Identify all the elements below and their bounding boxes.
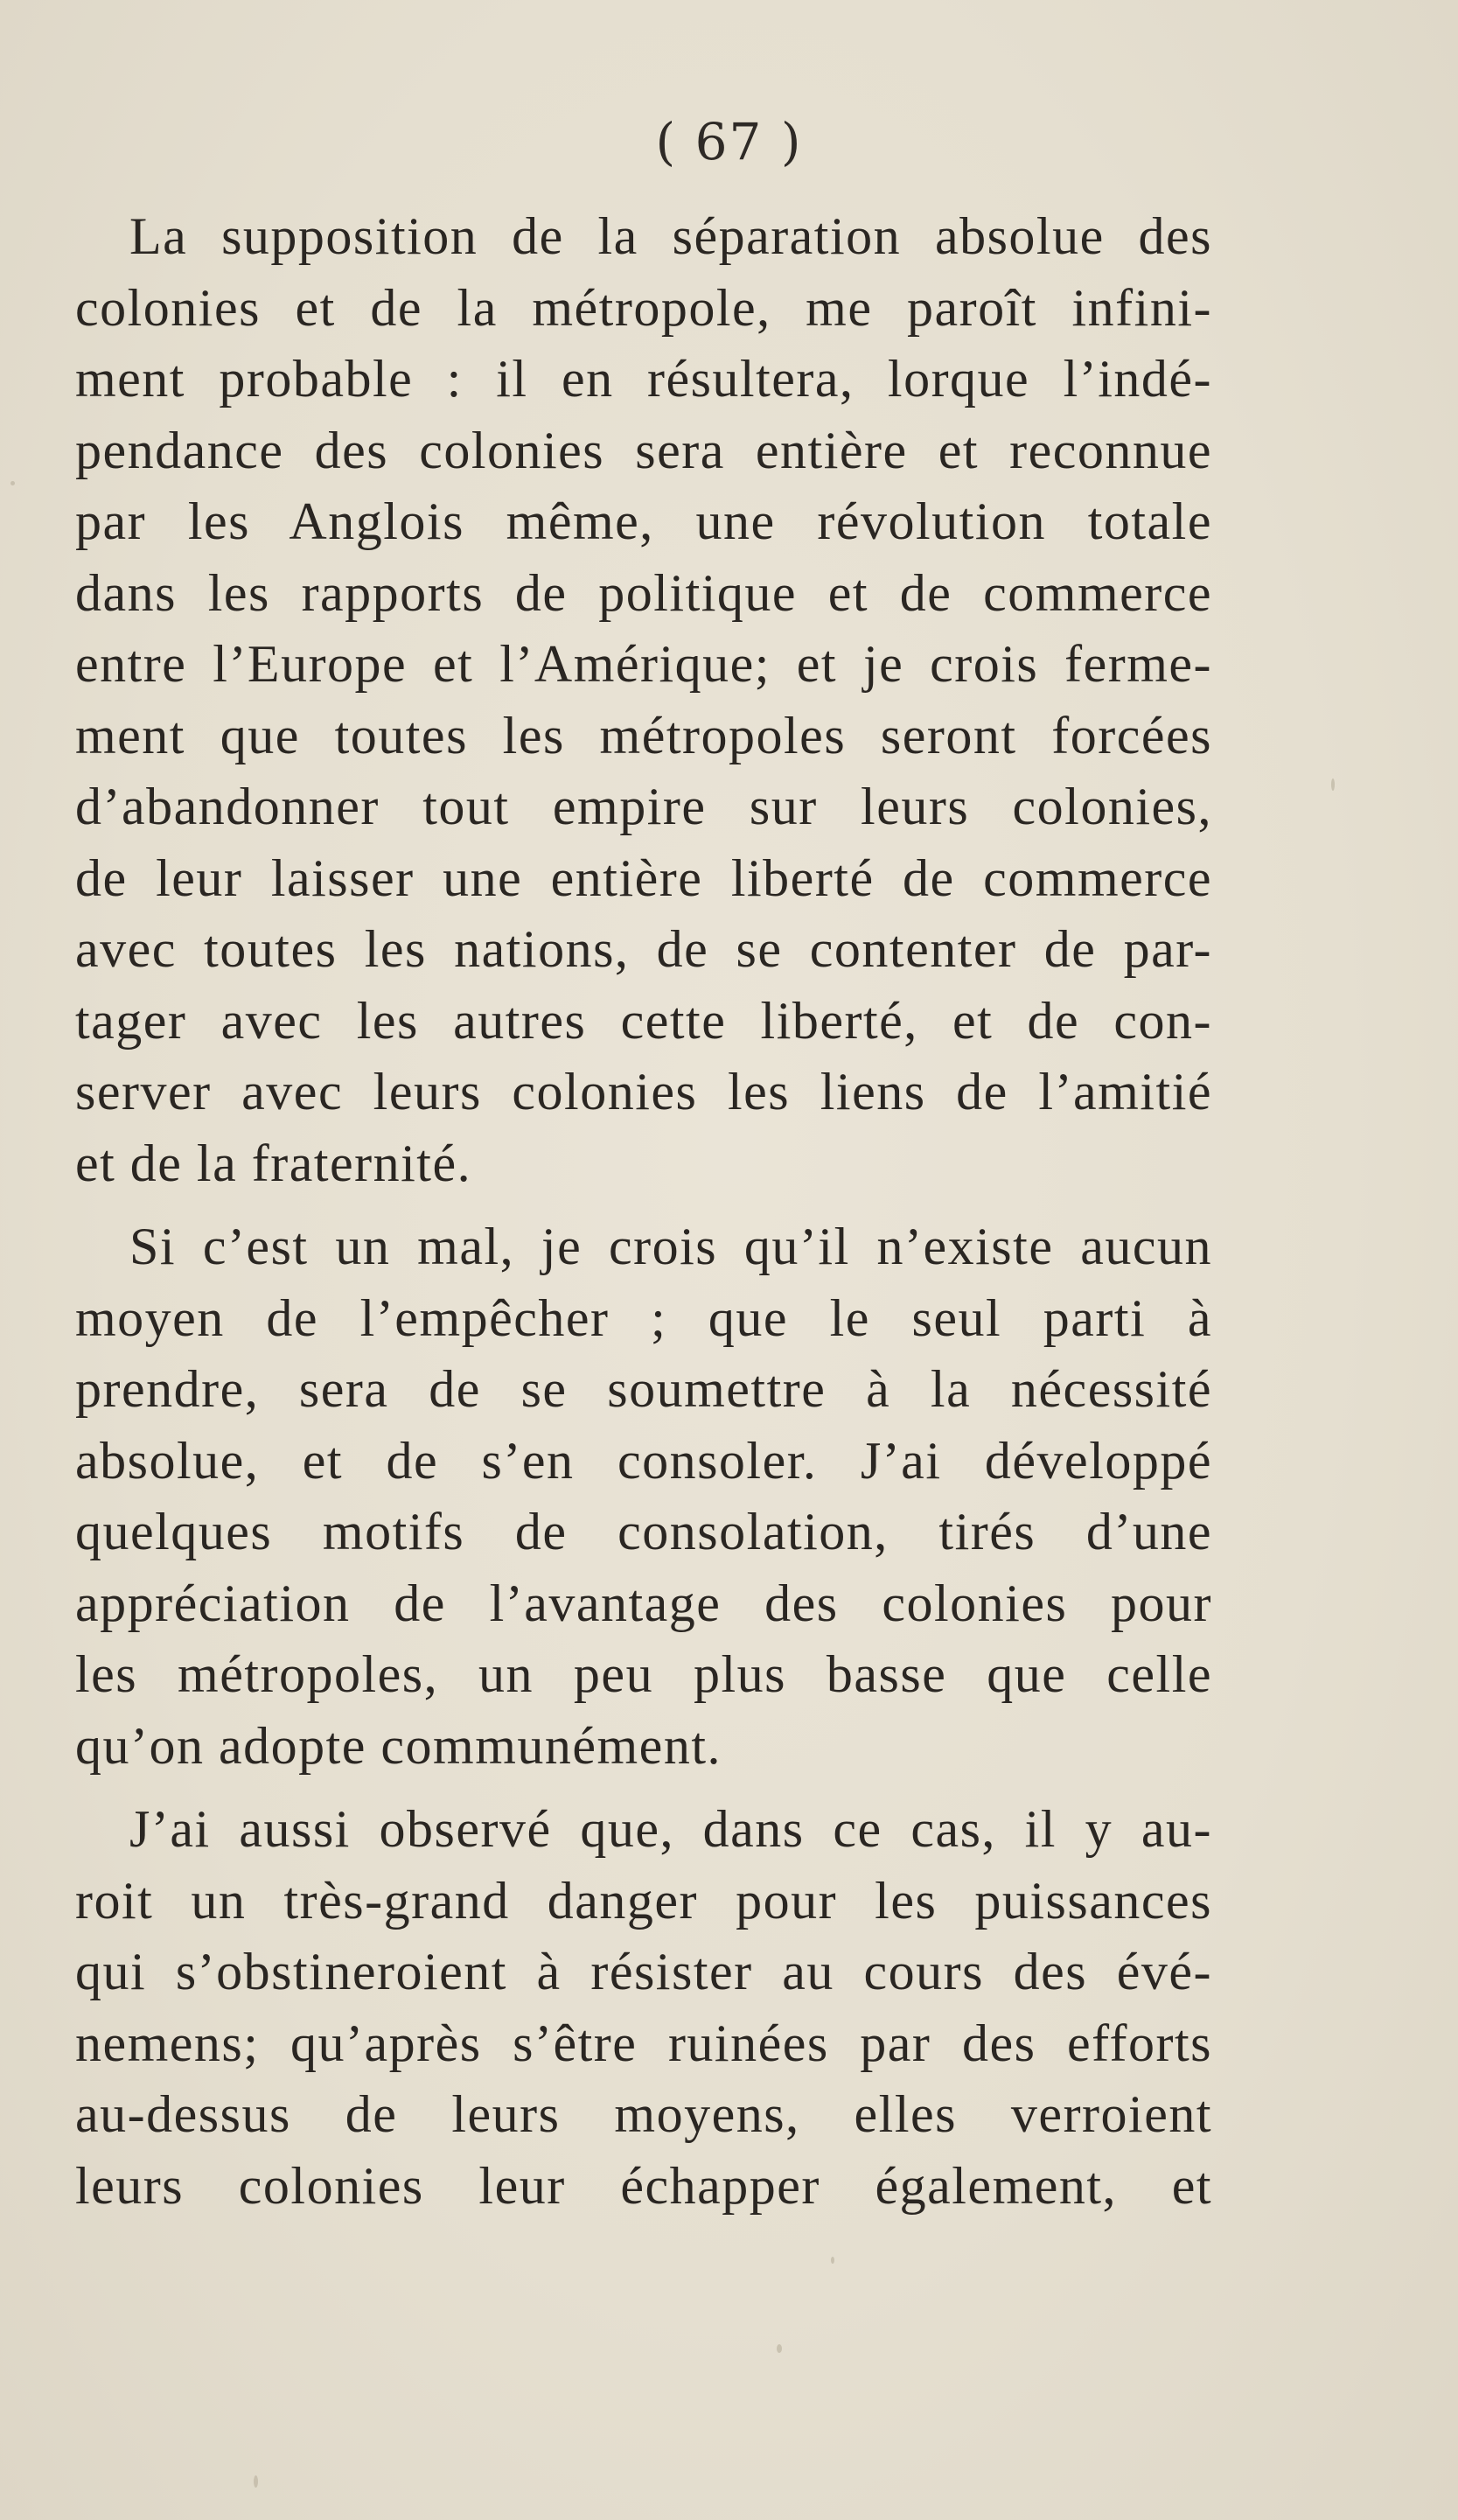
text-line: leurs colonies leur échapper également, et bbox=[75, 2156, 1212, 2215]
text-line: qui s’obstineroient à résister au cours des évé- bbox=[75, 1943, 1212, 2000]
text-line: La supposition de la séparation absolue des bbox=[129, 207, 1212, 265]
paper-speck bbox=[10, 481, 15, 485]
text-line: pendance des colonies sera entière et reconnue bbox=[75, 421, 1212, 479]
page-number: ( 67 ) bbox=[655, 112, 803, 171]
text-line: et de la fraternité. bbox=[75, 1134, 472, 1192]
text-line: les métropoles, un peu plus basse que celle bbox=[75, 1645, 1212, 1703]
text-line: dans les rapports de politique et de commerce bbox=[75, 563, 1212, 622]
paper-speck bbox=[831, 2257, 834, 2264]
text-line: nemens; qu’après s’être ruinées par des efforts bbox=[75, 2014, 1212, 2072]
text-line: moyen de l’empêcher ; que le seul parti à bbox=[75, 1288, 1212, 1347]
text-line: absolue, et de s’en consoler. J’ai développé bbox=[75, 1431, 1212, 1490]
text-line: ment probable : il en résultera, lorque l’indé- bbox=[75, 350, 1212, 408]
text-line: entre l’Europe et l’Amérique; et je crois ferme- bbox=[75, 635, 1212, 693]
text-line: au-dessus de leurs moyens, elles verroient bbox=[75, 2085, 1212, 2143]
text-line: qu’on adopte communément. bbox=[75, 1716, 722, 1775]
body-text bbox=[75, 201, 1212, 2222]
text-line: avec toutes les nations, de se contenter de par- bbox=[75, 920, 1212, 978]
text-line: appréciation de l’avantage des colonies pour bbox=[75, 1574, 1212, 1632]
text-line: tager avec les autres cette liberté, et de con- bbox=[75, 991, 1212, 1050]
text-line: prendre, sera de se soumettre à la nécessité bbox=[75, 1360, 1212, 1418]
text-line: ment que toutes les métropoles seront forcées bbox=[75, 706, 1212, 764]
paper-speck bbox=[777, 2344, 782, 2353]
text-line: d’abandonner tout empire sur leurs colonies, bbox=[75, 778, 1212, 835]
paper-speck bbox=[1331, 778, 1335, 791]
text-line: Si c’est un mal, je crois qu’il n’existe aucun bbox=[129, 1218, 1212, 1275]
paper-speck bbox=[254, 2475, 258, 2488]
text-line: quelques motifs de consolation, tirés d’une bbox=[75, 1503, 1212, 1560]
text-line: J’ai aussi observé que, dans ce cas, il y au- bbox=[129, 1800, 1212, 1858]
text-line: colonies et de la métropole, me paroît infini- bbox=[75, 278, 1212, 337]
text-line: de leur laisser une entière liberté de commerce bbox=[75, 848, 1212, 907]
text-line: roit un très-grand danger pour les puissances bbox=[75, 1871, 1212, 1930]
text-line: server avec leurs colonies les liens de l’amitié bbox=[75, 1063, 1212, 1120]
text-line: par les Anglois même, une révolution totale bbox=[75, 492, 1212, 550]
